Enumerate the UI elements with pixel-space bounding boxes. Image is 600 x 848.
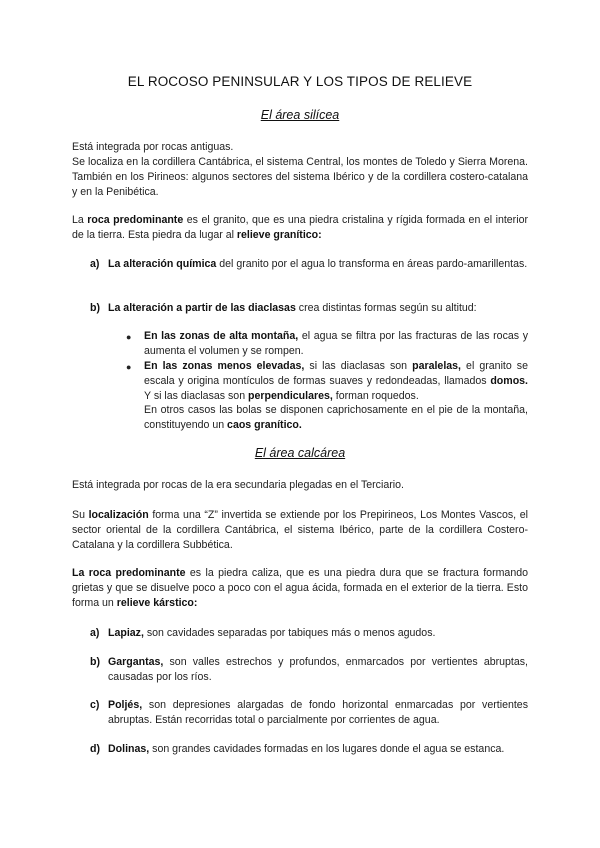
calcarea-roca-paragraph: La roca predominante es la piedra caliza, que es una piedra dura que se fractura formando grietas y que se disuelve poco a poco con el agua ácida, formada en el exterior de la tierra. Esto forma un relieve kárstico: — [72, 567, 528, 609]
list-marker: c) — [90, 699, 100, 711]
silicea-roca-paragraph: La roca predominante es el granito, que es una piedra cristalina y rígida formada en el interior de la tierra. Esta piedra da lugar al relieve granítico: — [72, 214, 528, 241]
calcarea-localizacion-paragraph: Su localización forma una “Z” invertida se extiende por los Prepirineos, Los Montes Vascos, el sector oriental de la cordillera Cantábrica, el sistema Ibérico, parte de la cordillera Costero-Catalana y la cordillera Subbética. — [72, 509, 528, 551]
list-item: Poljés, son depresiones alargadas de fondo horizontal enmarcadas por vertientes abruptas. Están recorridas total o parcialmente por corrientes de agua. — [108, 699, 528, 726]
list-marker: b) — [90, 302, 100, 314]
list-marker: a) — [90, 627, 100, 639]
bullet-icon: ● — [126, 332, 132, 342]
silicea-intro-1: Está integrada por rocas antiguas. — [72, 141, 234, 153]
silicea-intro-2: Se localiza en la cordillera Cantábrica, el sistema Central, los montes de Toledo y Sierra Morena. También en los Pirineos: algunos sectores del sistema Ibérico y de la cordillera costero-catalana y en la Penibética. — [72, 156, 528, 198]
list-item: Gargantas, son valles estrechos y profundos, enmarcados por vertientes abruptas, causadas por los ríos. — [108, 656, 528, 683]
list-marker: b) — [90, 656, 100, 668]
section-heading-calcarea: El área calcárea — [254, 446, 346, 460]
bullet-icon: ● — [126, 362, 132, 372]
list-item: La alteración química del granito por el agua lo transforma en áreas pardo-amarillentas. — [108, 258, 528, 270]
section-heading-silicea: El área silícea — [260, 108, 340, 122]
list-item: Lapiaz, son cavidades separadas por tabiques más o menos agudos. — [108, 627, 436, 639]
list-marker: d) — [90, 743, 100, 755]
bullet-item-continuation: En otros casos las bolas se disponen caprichosamente en el pie de la montaña, constituyendo un caos granítico. — [144, 404, 528, 431]
bullet-item: En las zonas menos elevadas, si las diaclasas son paralelas, el granito se escala y origina montículos de formas suaves y redondeadas, llamados domos. Y si las diaclasas son perpendiculares, forman roquedos. — [144, 360, 528, 402]
list-marker: a) — [90, 258, 100, 270]
bullet-item: En las zonas de alta montaña, el agua se filtra por las fracturas de las rocas y aumenta el volumen y se rompen. — [144, 330, 528, 357]
calcarea-intro: Está integrada por rocas de la era secundaria plegadas en el Terciario. — [72, 479, 404, 491]
page-title: EL ROCOSO PENINSULAR Y LOS TIPOS DE RELIEVE — [127, 74, 473, 89]
list-item: La alteración a partir de las diaclasas crea distintas formas según su altitud: — [108, 302, 477, 314]
list-item: Dolinas, son grandes cavidades formadas en los lugares donde el agua se estanca. — [108, 743, 505, 755]
